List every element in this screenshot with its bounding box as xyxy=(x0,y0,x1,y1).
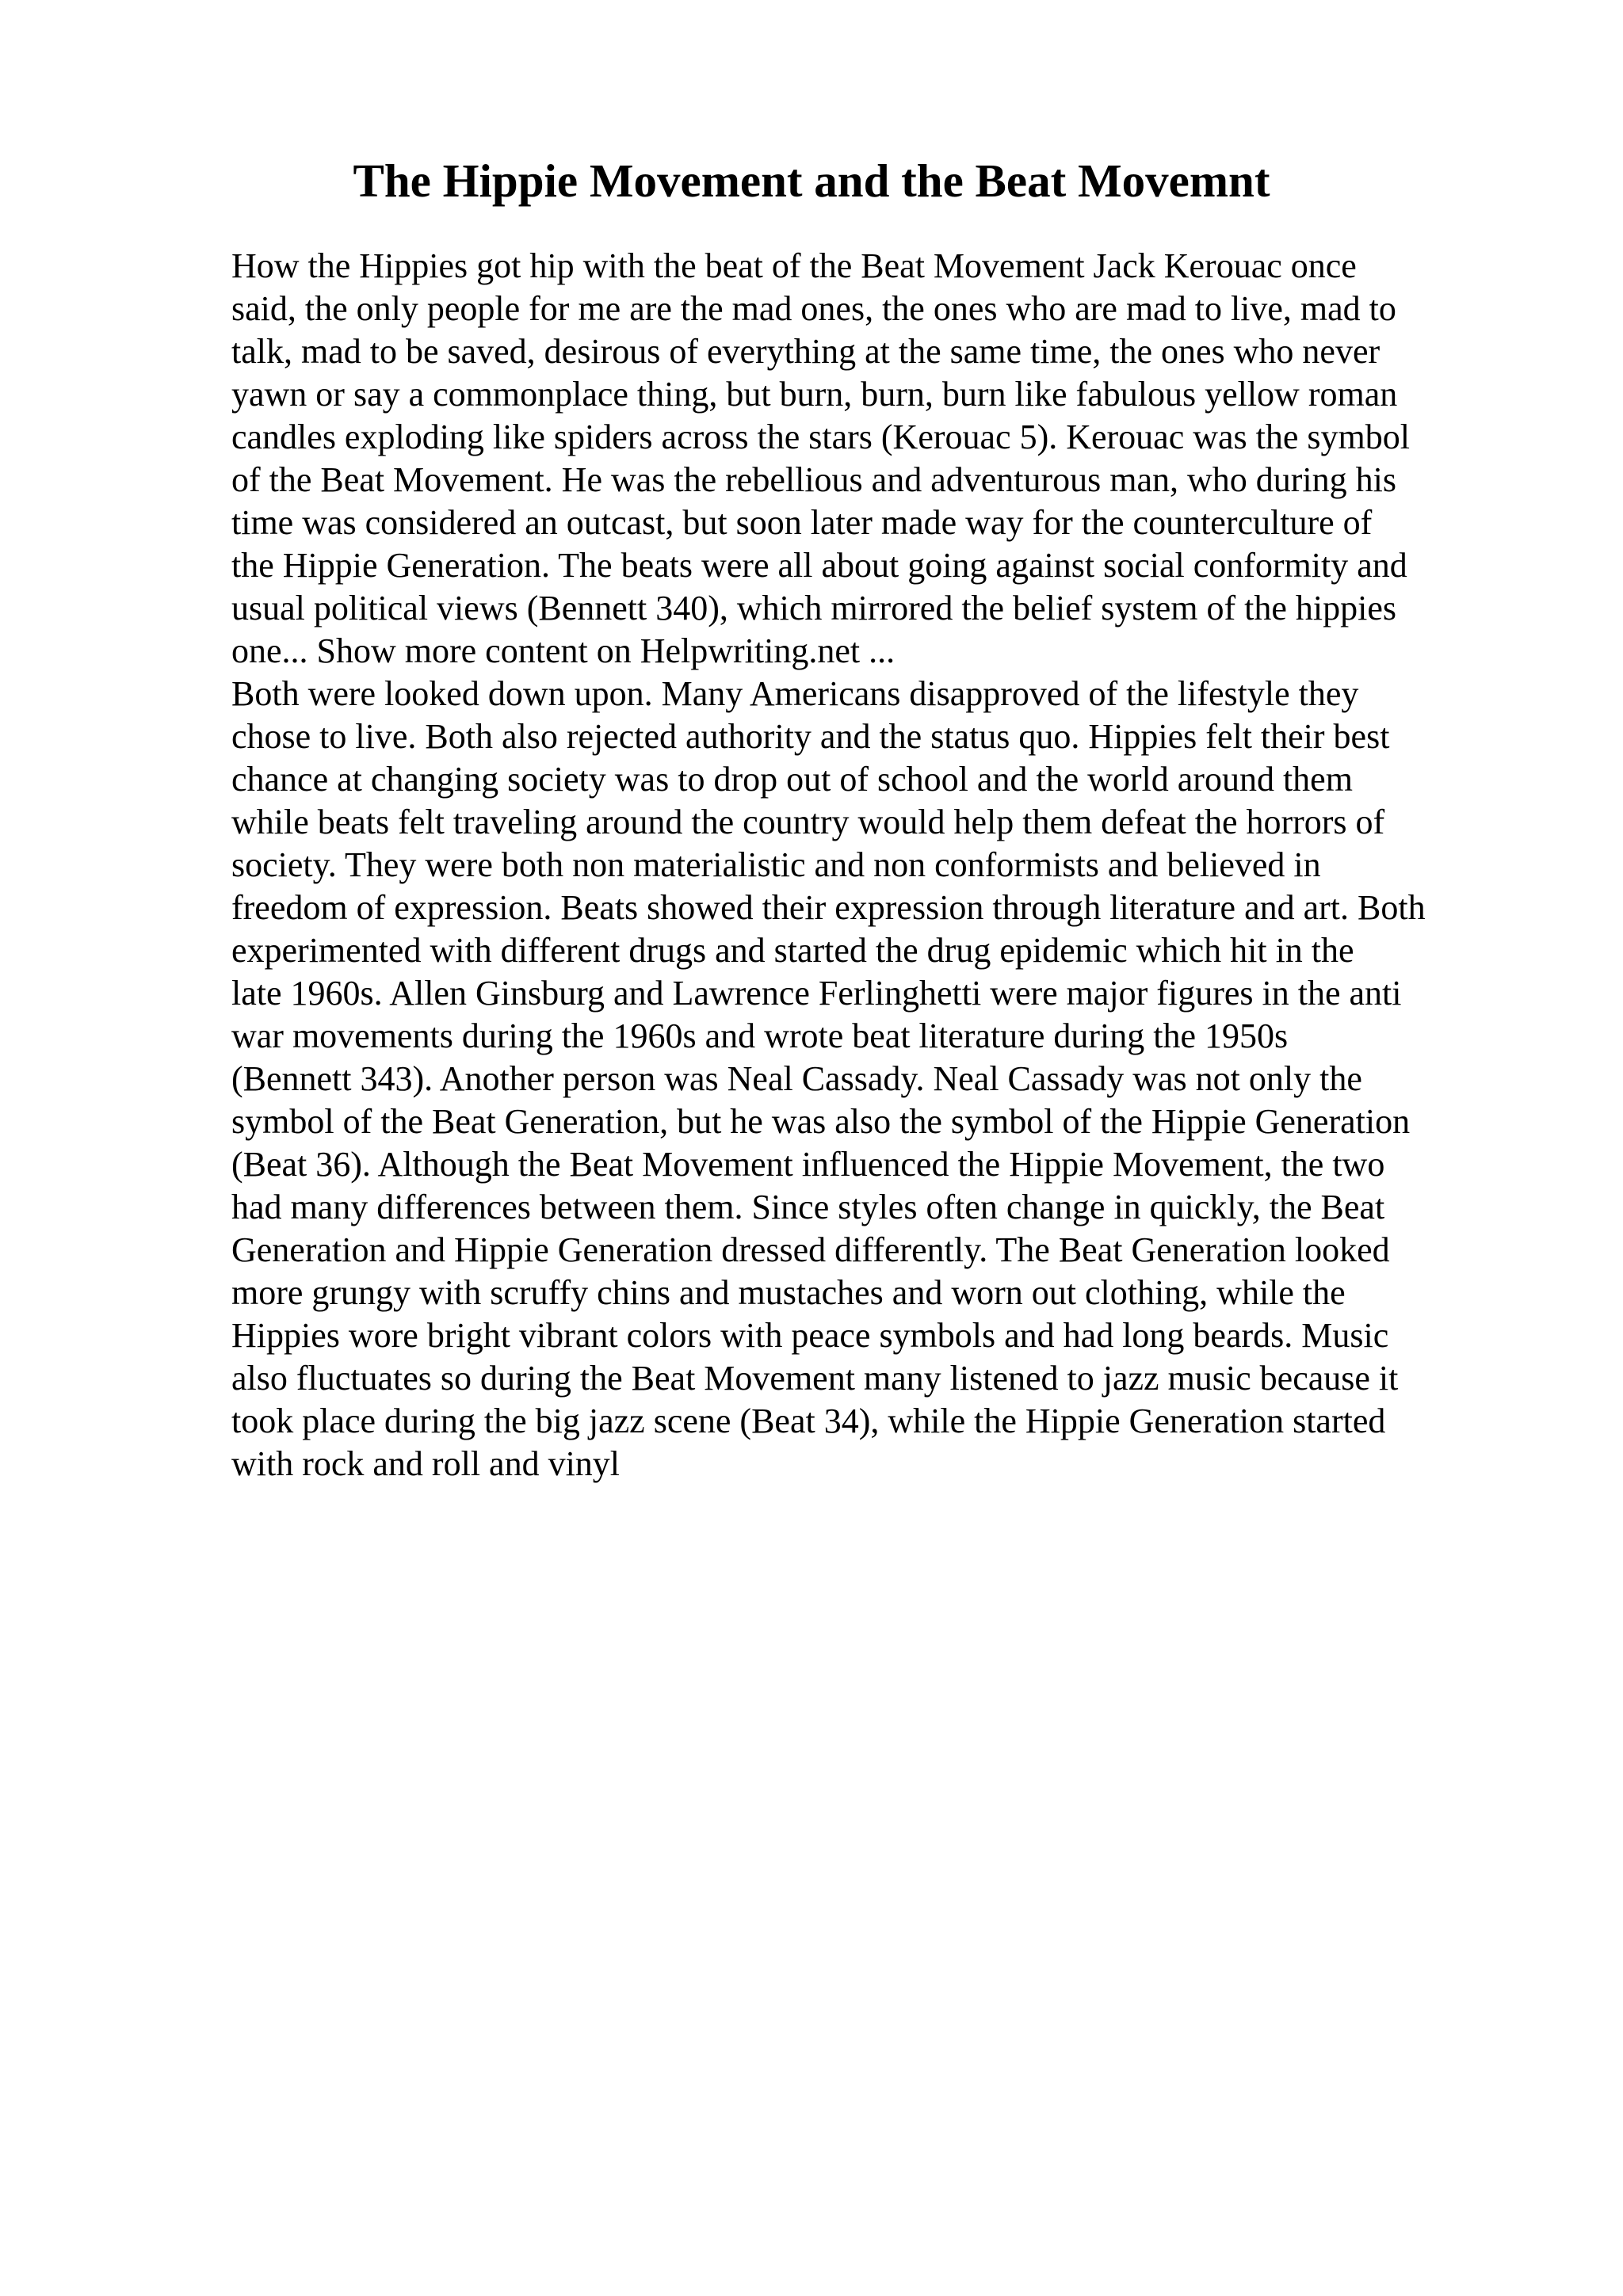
body-line: one... Show more content on Helpwriting.net ... xyxy=(231,631,896,670)
body-line: more grungy with scruffy chins and mustaches and worn out clothing, while the xyxy=(231,1273,1346,1312)
body-line: (Beat 36). Although the Beat Movement influenced the Hippie Movement, the two xyxy=(231,1145,1385,1184)
document-body xyxy=(231,245,1515,1486)
body-line: had many differences between them. Since styles often change in quickly, the Beat xyxy=(231,1188,1385,1226)
body-line: chance at changing society was to drop out of school and the world around them xyxy=(231,760,1353,799)
body-line: candles exploding like spiders across the stars (Kerouac 5). Kerouac was the symbol xyxy=(231,418,1410,456)
body-line: experimented with different drugs and started the drug epidemic which hit in the xyxy=(231,931,1354,970)
body-line: freedom of expression. Beats showed their expression through literature and art. Both xyxy=(231,888,1426,927)
document-title: The Hippie Movement and the Beat Movemnt xyxy=(353,154,1270,207)
body-line: usual political views (Bennett 340), which mirrored the belief system of the hippies xyxy=(231,589,1396,627)
body-line: Both were looked down upon. Many Americans disapproved of the lifestyle they xyxy=(231,674,1359,713)
body-line: chose to live. Both also rejected authority and the status quo. Hippies felt their best xyxy=(231,717,1390,756)
body-line: talk, mad to be saved, desirous of everything at the same time, the ones who never xyxy=(231,332,1381,371)
body-line: (Bennett 343). Another person was Neal Cassady. Neal Cassady was not only the xyxy=(231,1059,1362,1098)
body-line: time was considered an outcast, but soon later made way for the counterculture of xyxy=(231,503,1373,542)
body-line: Hippies wore bright vibrant colors with peace symbols and had long beards. Music xyxy=(231,1316,1389,1355)
body-line: symbol of the Beat Generation, but he was also the symbol of the Hippie Generation xyxy=(231,1102,1411,1141)
body-line: How the Hippies got hip with the beat of the Beat Movement Jack Kerouac once xyxy=(231,246,1357,285)
body-line: took place during the big jazz scene (Beat 34), while the Hippie Generation started xyxy=(231,1402,1386,1440)
body-line: society. They were both non materialistic and non conformists and believed in xyxy=(231,845,1321,884)
body-line: Generation and Hippie Generation dressed differently. The Beat Generation looked xyxy=(231,1230,1390,1269)
body-line: with rock and roll and vinyl xyxy=(231,1444,621,1483)
body-line: yawn or say a commonplace thing, but burn, burn, burn like fabulous yellow roman xyxy=(231,375,1398,414)
body-line: the Hippie Generation. The beats were all about going against social conformity and xyxy=(231,546,1407,585)
body-line: while beats felt traveling around the country would help them defeat the horrors of xyxy=(231,803,1385,841)
body-line: of the Beat Movement. He was the rebellious and adventurous man, who during his xyxy=(231,460,1397,499)
body-line: war movements during the 1960s and wrote beat literature during the 1950s xyxy=(231,1016,1289,1055)
body-line: late 1960s. Allen Ginsburg and Lawrence Ferlinghetti were major figures in the anti xyxy=(231,974,1402,1013)
body-line: said, the only people for me are the mad ones, the ones who are mad to live, mad to xyxy=(231,289,1396,328)
body-line: also fluctuates so during the Beat Movement many listened to jazz music because it xyxy=(231,1359,1399,1398)
